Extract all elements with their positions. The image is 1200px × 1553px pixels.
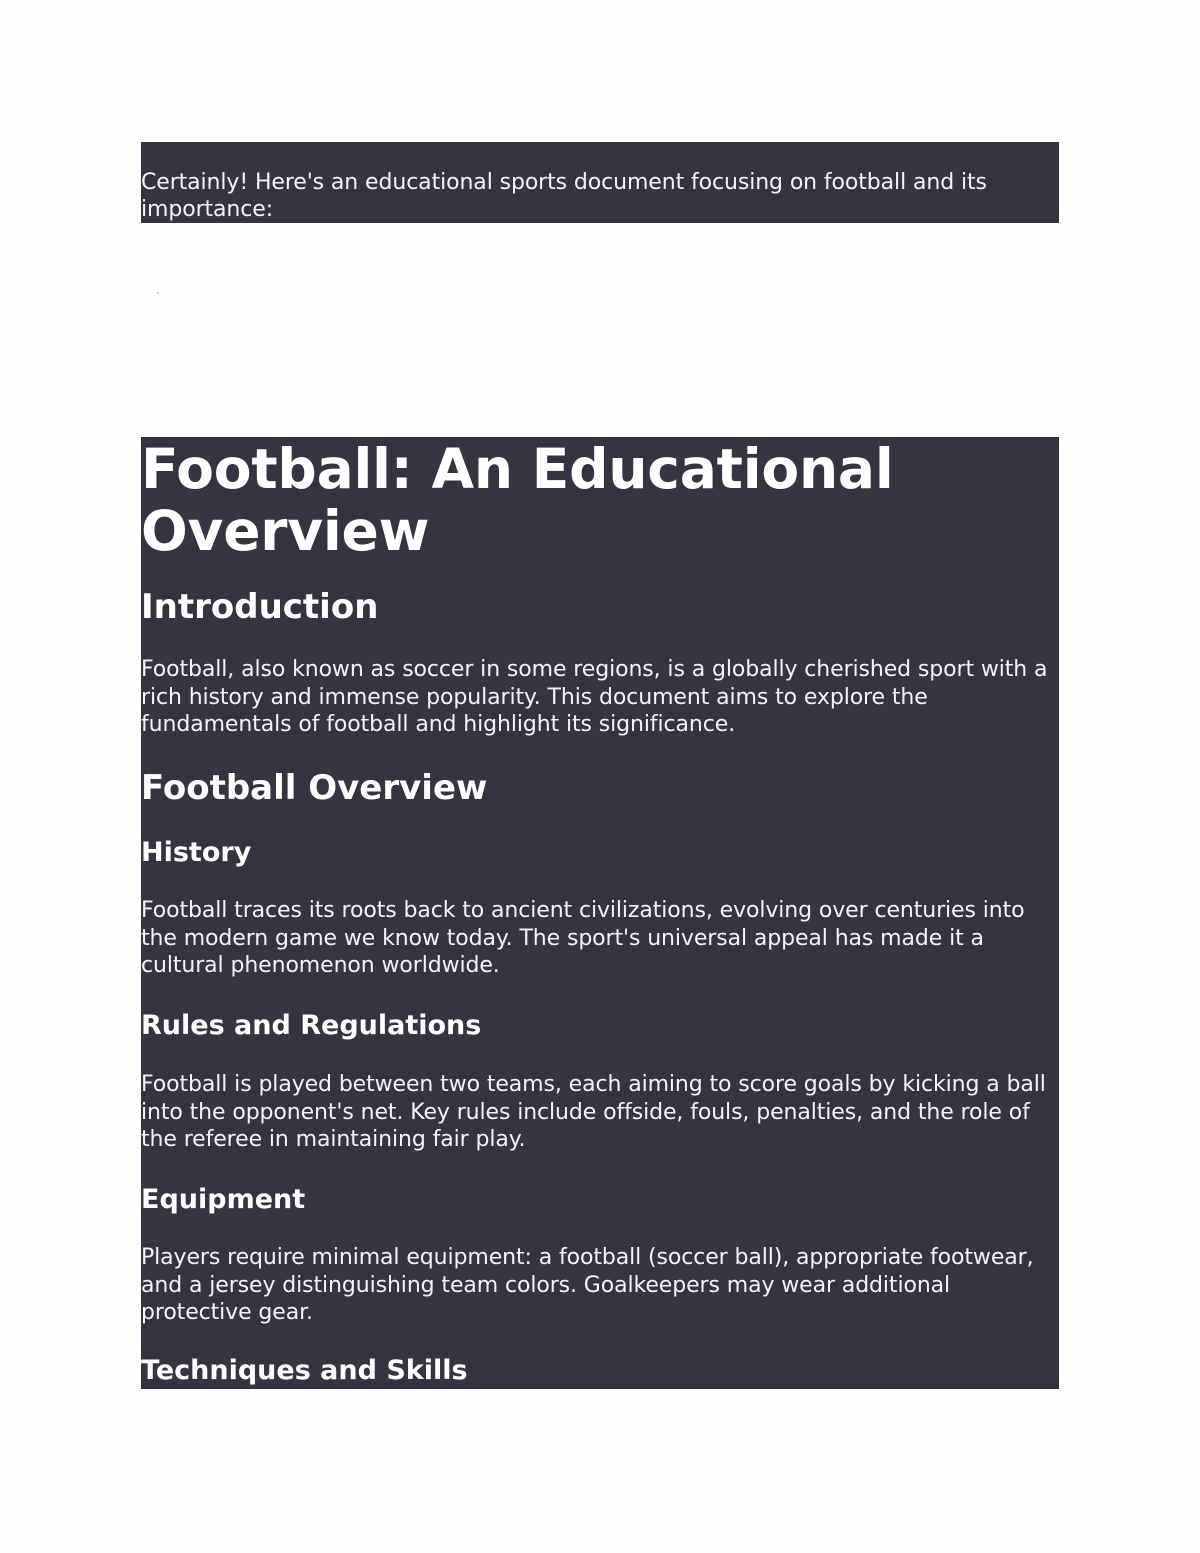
- rules-heading: Rules and Regulations: [141, 1010, 482, 1041]
- equipment-heading: Equipment: [141, 1184, 306, 1215]
- equipment-body: Players require minimal equipment: a football (soccer ball), appropriate footwear, and a jersey distinguishing team colors. Goalkeepers may wear additional protective gear.: [141, 1245, 1034, 1325]
- history-body: Football traces its roots back to ancient civilizations, evolving over centuries into the modern game we know today. The sport's universal appeal has made it a cultural phenomenon worldwide.: [141, 898, 1025, 978]
- intro-block: [141, 142, 1059, 223]
- rules-body: Football is played between two teams, each aiming to score goals by kicking a ball into the opponent's net. Key rules include offside, fouls, penalties, and the role of the referee in maintaining fair play.: [141, 1072, 1046, 1152]
- document-title: Football: An Educational Overview: [141, 437, 894, 563]
- history-heading: History: [141, 837, 252, 868]
- techniques-heading: Techniques and Skills: [141, 1355, 468, 1386]
- document-content-block: [141, 437, 1059, 1389]
- introduction-body: Football, also known as soccer in some regions, is a globally cherished sport with a rich history and immense popularity. This document aims to explore the fundamentals of football and highlight its significance.: [141, 657, 1048, 737]
- introduction-heading: Introduction: [141, 587, 379, 627]
- stray-dot: [157, 292, 159, 294]
- football-overview-heading: Football Overview: [141, 768, 488, 808]
- intro-text: Certainly! Here's an educational sports document focusing on football and its importance:: [141, 170, 987, 222]
